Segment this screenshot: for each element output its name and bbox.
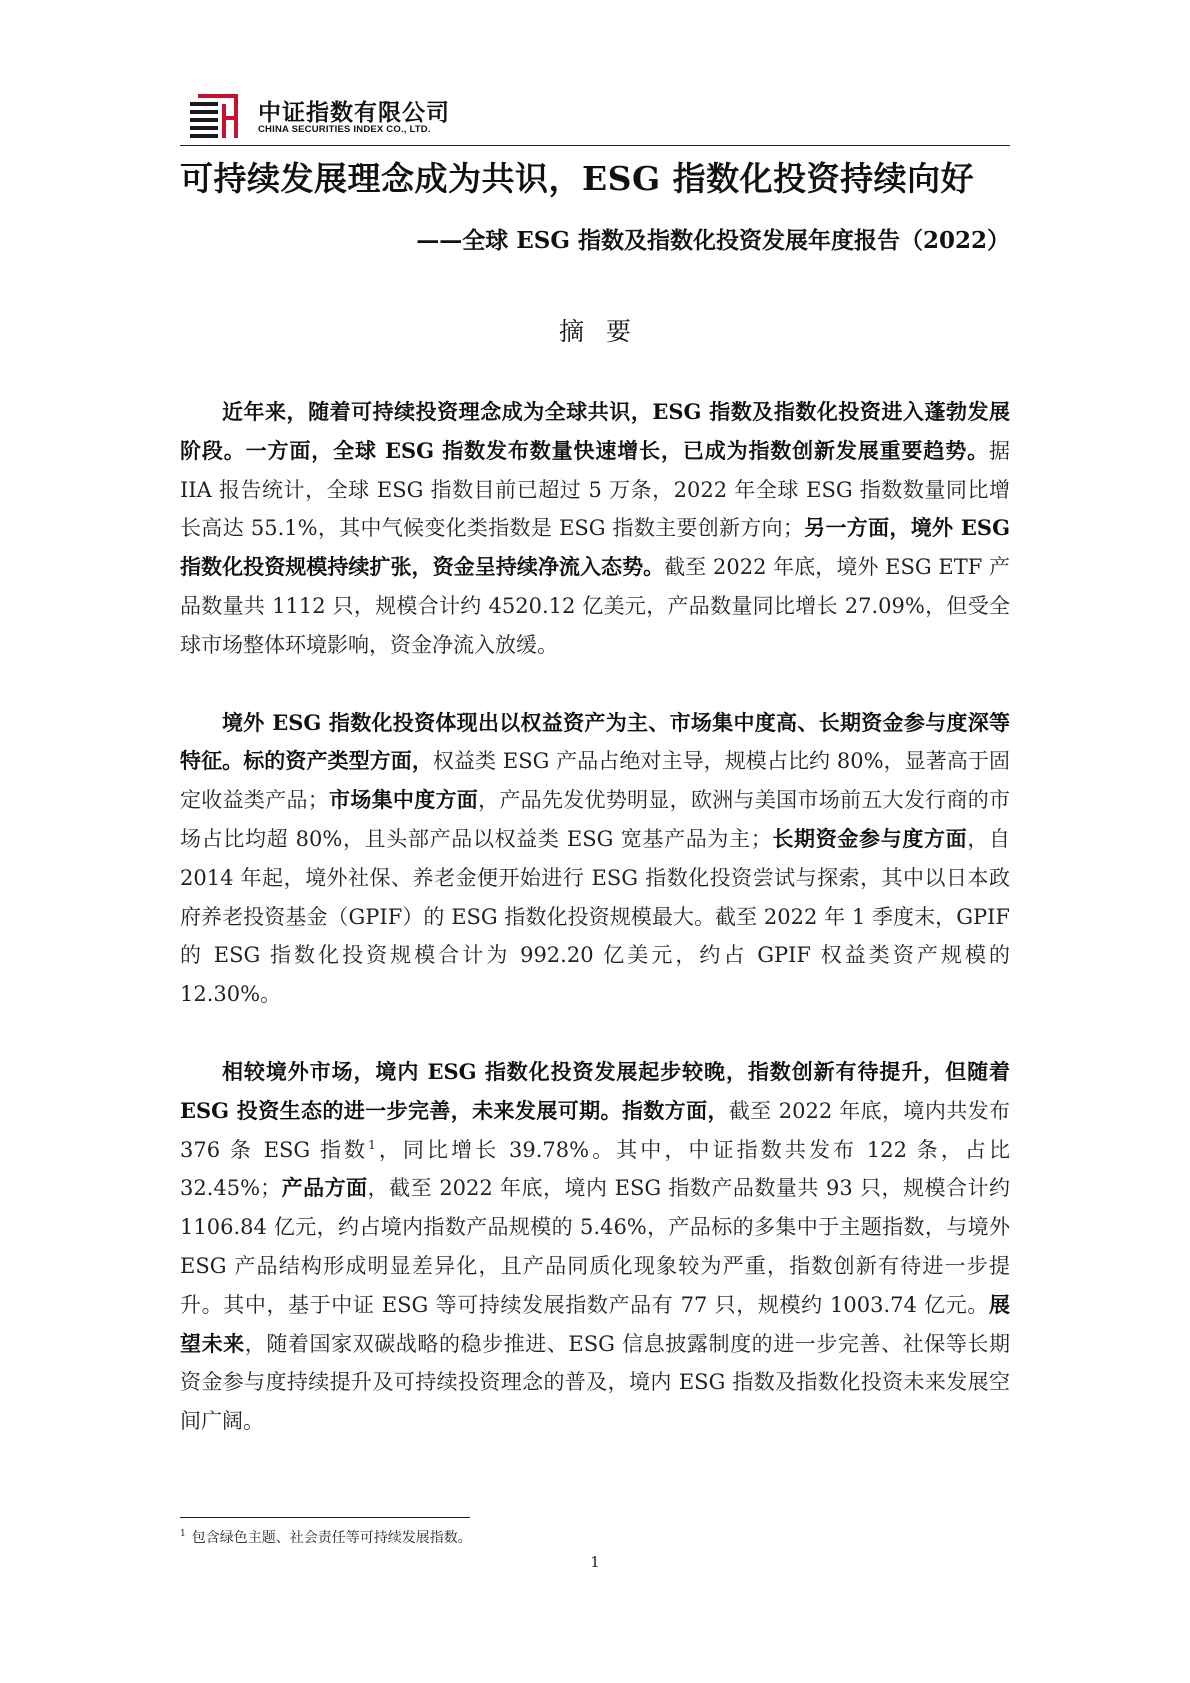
body-text: 权益类 ESG 产品占绝对主导，规模占比约 80%，显著高于固定收益类产品； bbox=[180, 749, 1010, 813]
header-divider bbox=[180, 145, 1010, 146]
footnote-ref: 1 bbox=[368, 1137, 376, 1152]
paragraph bbox=[180, 393, 1010, 665]
company-header bbox=[190, 92, 490, 140]
body-text: ，产品先发优势明显，欧洲与美国市场前五大发行商的市场占比均超 80%，且头部产品以权益类 ESG 宽基产品为主； bbox=[180, 788, 1011, 851]
company-name-en: CHINA SECURITIES INDEX CO., LTD. bbox=[258, 124, 431, 135]
bold-text: 长期资金参与度方面 bbox=[771, 825, 968, 851]
bold-text: 相较境外市场，境内 ESG 指数化投资发展起步较晚，指数创新有待提升，但随着 ESG 投资生态的进一步完善，未来发展可期。指数方面， bbox=[180, 1058, 1010, 1123]
bold-text: 境外 ESG 指数化投资体现出以权益资产为主、市场集中度高、长期资金参与度深等特征。标的资产类型方面， bbox=[180, 709, 1010, 774]
bold-text: 另一方面，境外 ESG 指数化投资规模持续扩张，资金呈持续净流入态势。 bbox=[180, 515, 1010, 580]
bold-text: 展望未来 bbox=[180, 1291, 1010, 1356]
page-subtitle: ——全球 ESG 指数及指数化投资发展年度报告（2022） bbox=[416, 227, 1010, 254]
page-number: 1 bbox=[590, 1553, 600, 1571]
body-text: 截至 2022 年底，境外 ESG ETF 产品数量共 1112 只，规模合计约 4520.12 亿美元，产品数量同比增长 27.09%，但受全球市场整体环境影响，资金净流入放缓。 bbox=[180, 555, 1011, 657]
footnote bbox=[180, 1527, 472, 1547]
abstract-heading: 摘要 bbox=[558, 317, 653, 346]
body-text: ，自 2014 年起，境外社保、养老金便开始进行 ESG 指数化投资尝试与探索，其中以日本政府养老投资基金（GPIF）的 ESG 指数化投资规模最大。截至 2022 年 1 季度末，GPIF 的 ESG 指数化投资规模合计为 992.20 亿美元，约占 GPIF 权益类资产规模的 12.30%。 bbox=[180, 826, 1010, 1007]
paragraph bbox=[180, 1053, 1010, 1441]
body-text: ，随着国家双碳战略的稳步推进、ESG 信息披露制度的进一步完善、社保等长期资金参与度持续提升及可持续投资理念的普及，境内 ESG 指数及指数化投资未来发展空间广阔。 bbox=[180, 1331, 1011, 1434]
bold-text: 近年来，随着可持续投资理念成为全球共识，ESG 指数及指数化投资进入蓬勃发展阶段。一方面，全球 ESG 指数发布数量快速增长，已成为指数创新发展重要趋势。 bbox=[180, 399, 1010, 463]
bold-text: 产品方面 bbox=[281, 1175, 368, 1201]
footnote-marker: 1 bbox=[180, 1529, 186, 1540]
body-text: ，同比增长 39.78%。其中，中证指数共发布 122 条，占比 32.45%； bbox=[180, 1137, 1010, 1201]
body-text: 截至 2022 年底，境内共发布 376 条 ESG 指数 bbox=[180, 1098, 1010, 1162]
company-logo-icon bbox=[190, 94, 250, 138]
abstract-body bbox=[180, 393, 1010, 1480]
footnote-text: 包含绿色主题、社会责任等可持续发展指数。 bbox=[191, 1530, 472, 1546]
company-name-cn: 中证指数有限公司 bbox=[258, 100, 450, 126]
paragraph bbox=[180, 704, 1010, 1014]
body-text: 据 IIA 报告统计，全球 ESG 指数目前已超过 5 万条，2022 年全球 ESG 指数数量同比增长高达 55.1%，其中气候变化类指数是 ESG 指数主要创新方向； bbox=[180, 438, 1010, 541]
footnote-divider bbox=[180, 1517, 470, 1518]
bold-text: 市场集中度方面 bbox=[328, 787, 479, 813]
page-title: 可持续发展理念成为共识，ESG 指数化投资持续向好 bbox=[180, 159, 975, 198]
body-text: ，截至 2022 年底，境内 ESG 指数产品数量共 93 只，规模合计约 1106.84 亿元，约占境内指数产品规模的 5.46%，产品标的多集中于主题指数，与境外 ESG 产品结构形成明显差异化，且产品同质化现象较为严重，指数创新有待进一步提升。其中，基于中证 ESG 等可持续发展指数产品有 77 只，规模约 1003.74 亿元。 bbox=[180, 1176, 1011, 1317]
